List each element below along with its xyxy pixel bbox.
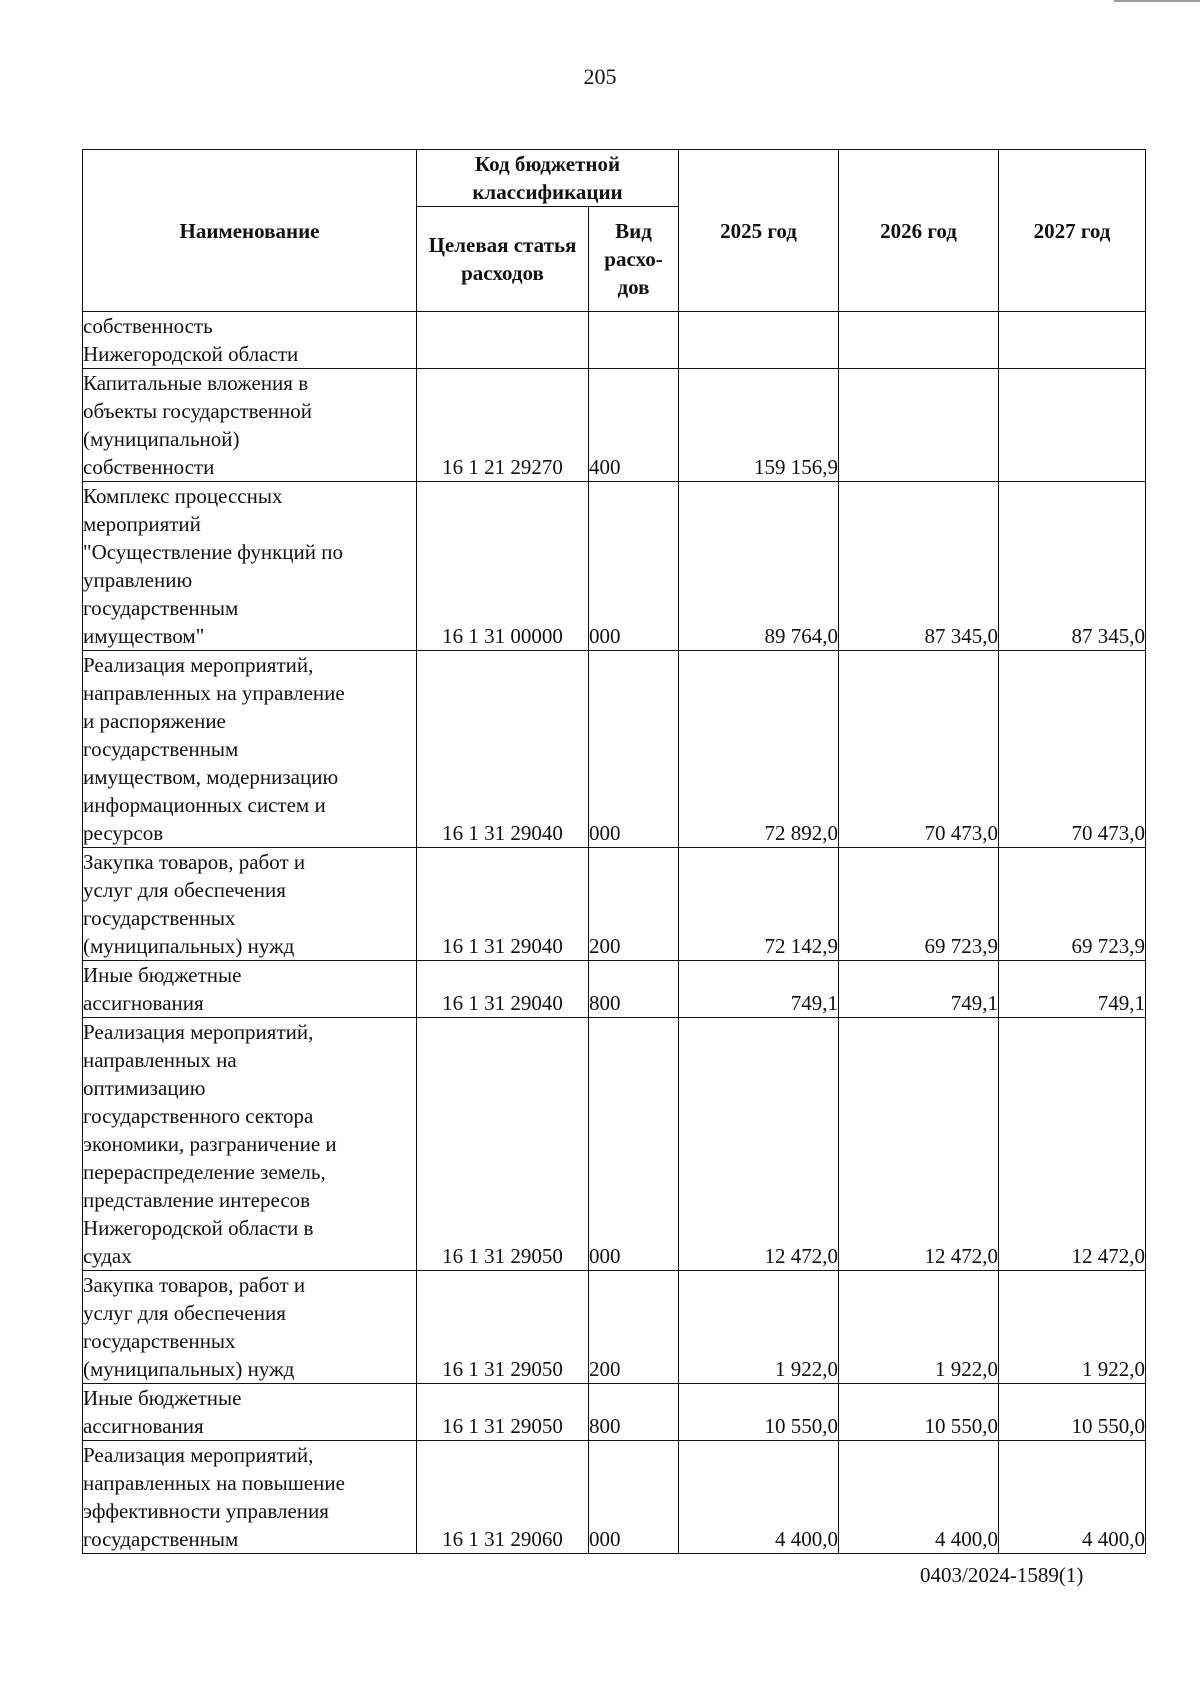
row-2025: 89 764,0: [679, 482, 839, 651]
header-name: Наименование: [83, 150, 417, 312]
row-code: 16 1 31 00000: [417, 482, 589, 651]
row-kind: [589, 312, 679, 369]
header-2025: 2025 год: [679, 150, 839, 312]
row-code: 16 1 31 29040: [417, 848, 589, 961]
row-2027: [999, 369, 1146, 482]
row-2025: 12 472,0: [679, 1018, 839, 1271]
row-2026: 1 922,0: [839, 1271, 999, 1384]
table-row: [83, 848, 1146, 961]
row-2025: 749,1: [679, 961, 839, 1018]
row-2026: 87 345,0: [839, 482, 999, 651]
row-2025: 72 892,0: [679, 651, 839, 848]
row-name: Закупка товаров, работ и услуг для обеспечения государственных (муниципальных) нужд: [83, 1271, 417, 1384]
row-2026: 12 472,0: [839, 1018, 999, 1271]
row-kind: 800: [589, 961, 679, 1018]
row-2027: 87 345,0: [999, 482, 1146, 651]
row-2026: 69 723,9: [839, 848, 999, 961]
row-code: [417, 312, 589, 369]
row-name: Реализация мероприятий, направленных на оптимизацию государственного сектора экономики, разграничение и перераспределение земель, представление интересов Нижегородской области в судах: [83, 1018, 417, 1271]
row-2027: [999, 312, 1146, 369]
table-row: [83, 369, 1146, 482]
row-code: 16 1 31 29050: [417, 1384, 589, 1441]
table-row: [83, 961, 1146, 1018]
row-code: 16 1 21 29270: [417, 369, 589, 482]
row-kind: 200: [589, 848, 679, 961]
row-name: Реализация мероприятий, направленных на управление и распоряжение государственным имуществом, модернизацию информационных систем и ресурсов: [83, 651, 417, 848]
row-2027: 1 922,0: [999, 1271, 1146, 1384]
row-2026: 749,1: [839, 961, 999, 1018]
budget-table: [82, 149, 1146, 1554]
row-code: 16 1 31 29050: [417, 1018, 589, 1271]
row-name: собственность Нижегородской области: [83, 312, 417, 369]
table-row: [83, 482, 1146, 651]
header-expense-kind: Вид расхо-дов: [589, 207, 679, 312]
row-code: 16 1 31 29040: [417, 961, 589, 1018]
row-kind: 200: [589, 1271, 679, 1384]
document-id: 0403/2024-1589(1): [920, 1563, 1084, 1587]
row-kind: 400: [589, 369, 679, 482]
row-kind: 000: [589, 1441, 679, 1554]
table-row: [83, 1441, 1146, 1554]
row-2026: 70 473,0: [839, 651, 999, 848]
row-2026: 10 550,0: [839, 1384, 999, 1441]
row-kind: 000: [589, 482, 679, 651]
row-2027: 12 472,0: [999, 1018, 1146, 1271]
row-name: Комплекс процессных мероприятий "Осуществление функций по управлению государственным имуществом": [83, 482, 417, 651]
row-2025: 10 550,0: [679, 1384, 839, 1441]
row-2025: 72 142,9: [679, 848, 839, 961]
header-kbk-group: Код бюджетной классификации: [417, 150, 679, 207]
page-number: 205: [583, 64, 617, 89]
row-2027: 4 400,0: [999, 1441, 1146, 1554]
row-2026: 4 400,0: [839, 1441, 999, 1554]
row-kind: 000: [589, 1018, 679, 1271]
row-2027: 70 473,0: [999, 651, 1146, 848]
row-2026: [839, 369, 999, 482]
row-2025: [679, 312, 839, 369]
row-name: Капитальные вложения в объекты государственной (муниципальной) собственности: [83, 369, 417, 482]
row-name: Иные бюджетные ассигнования: [83, 1384, 417, 1441]
table-row: [83, 312, 1146, 369]
row-2026: [839, 312, 999, 369]
row-name: Реализация мероприятий, направленных на повышение эффективности управления государственным: [83, 1441, 417, 1554]
row-2027: 10 550,0: [999, 1384, 1146, 1441]
header-target-article: Целевая статья расходов: [417, 207, 589, 312]
row-2027: 749,1: [999, 961, 1146, 1018]
row-code: 16 1 31 29060: [417, 1441, 589, 1554]
table-row: [83, 1018, 1146, 1271]
row-kind: 800: [589, 1384, 679, 1441]
row-code: 16 1 31 29040: [417, 651, 589, 848]
header-2027: 2027 год: [999, 150, 1146, 312]
table-row: [83, 651, 1146, 848]
table-row: [83, 1384, 1146, 1441]
header-2026: 2026 год: [839, 150, 999, 312]
row-code: 16 1 31 29050: [417, 1271, 589, 1384]
row-2025: 1 922,0: [679, 1271, 839, 1384]
table-row: [83, 1271, 1146, 1384]
row-2025: 159 156,9: [679, 369, 839, 482]
row-kind: 000: [589, 651, 679, 848]
row-name: Иные бюджетные ассигнования: [83, 961, 417, 1018]
row-2027: 69 723,9: [999, 848, 1146, 961]
row-2025: 4 400,0: [679, 1441, 839, 1554]
scan-edge-mark: [1114, 0, 1200, 2]
row-name: Закупка товаров, работ и услуг для обеспечения государственных (муниципальных) нужд: [83, 848, 417, 961]
